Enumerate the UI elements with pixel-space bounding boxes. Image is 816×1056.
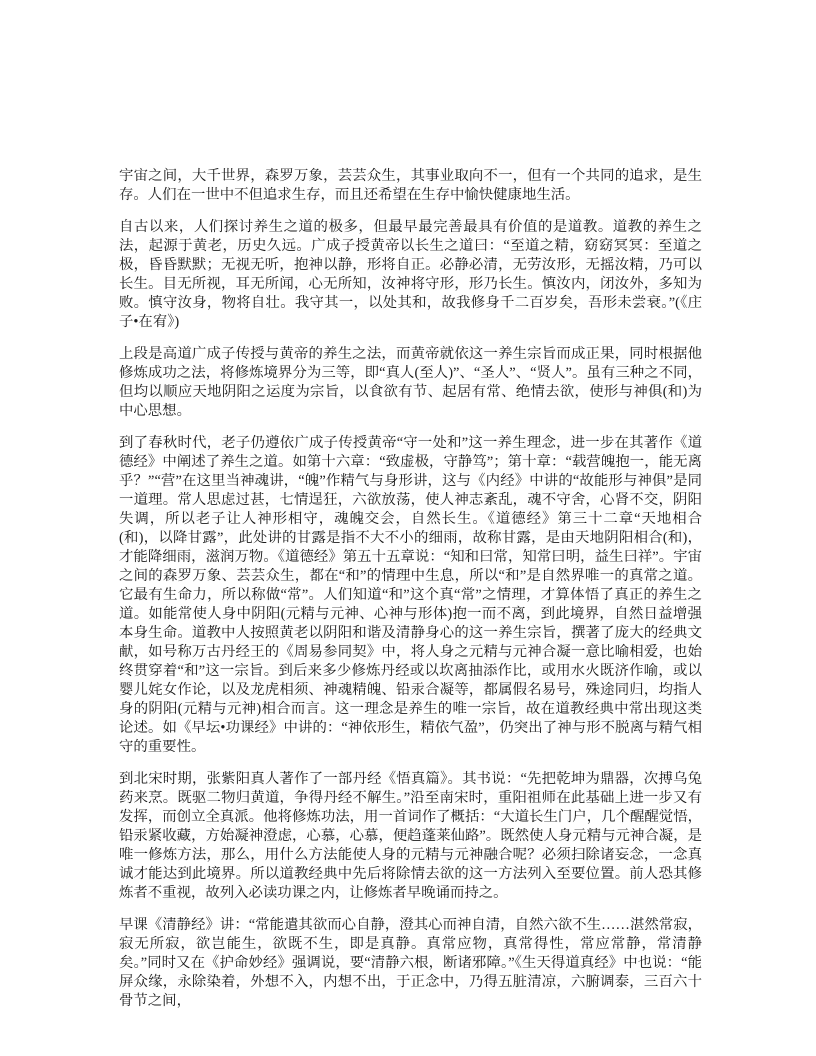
paragraph-laozi-daodejing: 到了春秋时代，老子仍遵依广成子传授黄帝“守一处和”这一养生理念，进一步在其著作《道德经》中阐述了养生之道。如第十六章：“致虚极，守静笃”；第十章：“载营魄抱一，能无离乎？”“营”在这里当神魂讲，“魄”作精气与身形讲，这与《内经》中讲的“故能形与神俱”是同一道理。常人思虑过甚，七情逞狂，六欲放荡，使人神志紊乱，魂不守舍，心肾不交，阴阳失调，所以老子让人神形相守，魂魄交会，自然长生。《道德经》第三十二章“天地相合(和)，以降甘露”，此处讲的甘露是指不大不小的细雨，故称甘露，是由天地阴阳相合(和)，才能降细雨，滋润万物。《道德经》第五十五章说：“知和曰常，知常曰明，益生曰祥”。宇宙之间的森罗万象、芸芸众生，都在“和”的情理中生息，所以“和”是自然界唯一的真常之道。它最有生命力，所以称做“常”。人们知道“和”这个真“常”之情理，才算体悟了真正的养生之道。如能常使人身中阴阳(元精与元神、心神与形体)抱一而不离，到此境界，自然日益增强本身生命。道教中人按照黄老以阴阳和谐及清静身心的这一养生宗旨，撰著了庞大的经典文献，如号称万古丹经王的《周易参同契》中，将人身之元精与元神合凝一意比喻相爱，也始终贯穿着“和”这一宗旨。到后来多少修炼丹经或以坎离抽添作比，或用水火既济作喻，或以婴儿姹女作论，以及龙虎相须、神魂精魄、铅汞合凝等，都属假名易号，殊途同归，均指人身的阴阳(元精与元神)相合而言。这一理念是养生的唯一宗旨，故在道教经典中常出现这类论述。如《早坛•功课经》中讲的：“神依形生，精依气盈”，仍突出了神与形不脱离与精气相守的重要性。 (119, 435, 702, 755)
paragraph-three-ranks: 上段是高道广成子传授与黄帝的养生之法，而黄帝就依这一养生宗旨而成正果，同时根据他修炼成功之法，将修炼境界分为三等，即“真人(至人)”、“圣人”、“贤人”。虽有三种之不同，但均以顺应天地阴阳之运度为宗旨，以食欲有节、起居有常、绝情去欲，使形与神俱(和)为中心思想。 (119, 346, 702, 419)
paragraph-guangchengzi-quote: 自古以来，人们探讨养生之道的极多，但最早最完善最具有价值的是道教。道教的养生之法，起源于黄老，历史久远。广成子授黄帝以长生之道曰：“至道之精，窈窈冥冥：至道之极，昏昏默默；无视无听，抱神以静，形将自正。必静必清，无劳汝形，无摇汝精，乃可以长生。目无所视，耳无所闻，心无所知，汝神将守形，形乃长生。慎汝内，闭汝外，多知为败。慎守汝身，物将自壮。我守其一，以处其和，故我修身千二百岁矣，吾形未尝衰。”(《庄子•在宥》) (119, 219, 702, 330)
paragraph-song-dynasty: 到北宋时期，张紫阳真人著作了一部丹经《悟真篇》。其书说：“先把乾坤为鼎器，次搏乌兔药来烹。既驱二物归黄道，争得丹经不解生。”沿至南宋时，重阳祖师在此基础上进一步又有发挥，而创立全真派。他将修炼功法，用一首词作了概括：“大道长生门户，几个醒醒觉悟，铅汞紧收藏，方始凝神澄虑，心慕，心慕，便趋蓬莱仙路”。既然使人身元精与元神合凝，是唯一修炼方法，那么，用什么方法能使人身的元精与元神融合呢？必须扫除诸妄念，一念真诚才能达到此境界。所以道教经典中先后将除情去欲的这一方法列入至要位置。前人恐其修炼者不重视，故列入必读功课之内，让修炼者早晚诵而持之。 (119, 771, 702, 901)
paragraph-intro: 宇宙之间，大千世界，森罗万象，芸芸众生，其事业取向不一，但有一个共同的追求，是生存。人们在一世中不但追求生存，而且还希望在生存中愉快健康地生活。 (119, 168, 702, 203)
document-body (119, 167, 702, 1024)
paragraph-morning-scripture: 早课《清静经》讲：“常能遣其欲而心自静，澄其心而神自清，自然六欲不生……湛然常寂，寂无所寂，欲岂能生，欲既不生，即是真静。真常应物，真常得性，常应常静，常清静矣。”同时又在《护命妙经》强调说，要“清静六根，断诸邪障。”《生天得道真经》中也说：“能屏众缘，永除染着，外想不入，内想不出，于正念中，乃得五脏清凉，六腑调泰，三百六十骨节之间， (119, 917, 702, 1009)
